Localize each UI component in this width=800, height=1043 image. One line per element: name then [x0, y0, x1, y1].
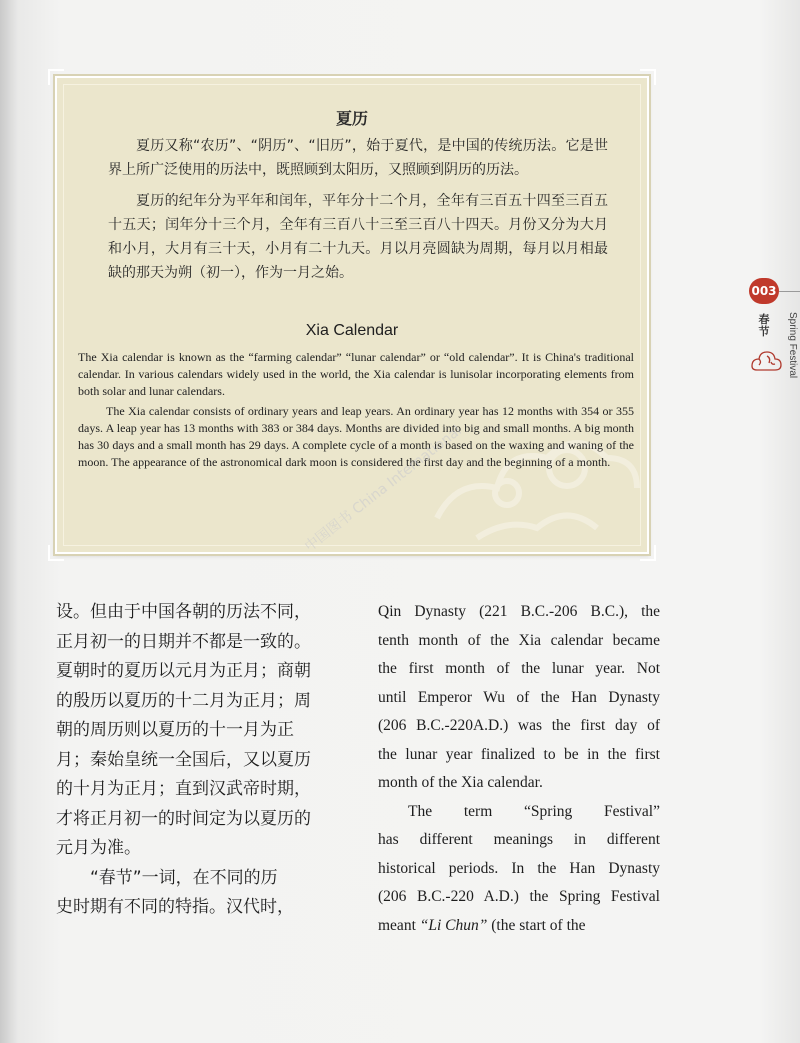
body-column-chinese: [56, 598, 338, 923]
section-side-tab: [743, 278, 800, 388]
text-line: the lunar year finalized to be in the first: [378, 745, 660, 763]
text-line: 朝的周历则以夏历的十一月为正: [56, 720, 294, 740]
chinese-title: 夏历: [335, 109, 368, 128]
text-line: Qin Dynasty (221 B.C.-206 B.C.), the: [378, 603, 660, 620]
text-line: (206 B.C.-220A.D.) was the first day of: [378, 717, 660, 734]
corner-ornament: [640, 69, 656, 85]
text-line: 史时期有不同的特指。汉代时，: [56, 897, 294, 917]
text-fragment: (the start of the: [487, 916, 586, 934]
text-line: 正月初一的日期并不都是一致的。: [56, 631, 311, 652]
section-title-en: Spring Festival: [787, 312, 798, 379]
chinese-paragraph: 夏历的纪年分为平年和闰年，平年分十二个月，全年有三百五十四至三百五十五天；闰年分十三个月，全年有三百八十三至三百八十四天。月份又分为大月和小月，大月有三十天，小月有二十九天。月以月亮圆缺为周期，每月以月相最缺的那天为朔（初一），作为一月之始。: [108, 193, 608, 281]
text-line: 设。但由于中国各朝的历法不同，: [56, 602, 311, 622]
english-paragraph: The Xia calendar consists of ordinary years and leap years. An ordinary year has 12 months with 354 or 355 days. A leap year has 13 months with 383 or 384 days. Months are divided into big and small months. A big month has 30 days and a small month has 29 days. A complete cycle of a month is based on the waxing and waning of the moon. The appearance of the astronomical dark moon is considered the first day and the beginning of a month.: [78, 404, 634, 469]
corner-ornament: [48, 545, 64, 561]
english-paragraph: The Xia calendar is known as the “farming calendar” “lunar calendar” or “old calendar”. It is China's traditional calendar. In various calendars widely used in the world, the Xia calendar is lunisolar incorporating elements from both solar and lunar calendars.: [78, 350, 634, 398]
text-line: tenth month of the Xia calendar became: [378, 631, 660, 649]
text-line: 元月为准。: [56, 838, 141, 858]
xia-calendar-sidebox: [55, 76, 649, 554]
auspicious-cloud-icon: [749, 346, 783, 374]
body-column-english: [378, 598, 660, 940]
text-line: historical periods. In the Han Dynasty: [378, 859, 660, 877]
text-line: month of the Xia calendar.: [378, 774, 543, 791]
text-line: 的十月为正月；直到汉武帝时期，: [56, 779, 311, 799]
text-line: 的殷历以夏历的十二月为正月；周: [56, 690, 311, 711]
text-line: until Emperor Wu of the Han Dynasty: [378, 688, 660, 706]
watermark-en: China International: [349, 422, 465, 518]
italic-term: “Li Chun”: [419, 916, 488, 934]
section-title-cn: 春节: [758, 313, 770, 338]
text-line: (206 B.C.-220 A.D.) the Spring Festival: [378, 888, 660, 905]
text-line: 夏朝时的夏历以元月为正月；商朝: [56, 661, 311, 681]
page-number-badge: 003: [749, 278, 779, 304]
text-line: “春节”一词，在不同的历: [90, 867, 278, 888]
text-line: 月；秦始皇统一全国后，又以夏历: [56, 749, 311, 770]
text-line: [378, 912, 660, 941]
text-line: the first month of the lunar year. Not: [378, 660, 660, 677]
text-line: 才将正月初一的时间定为以夏历的: [56, 808, 311, 829]
chinese-paragraph: 夏历又称“农历”、“阴历”、“旧历”，始于夏代，是中国的传统历法。它是世界上所广泛使用的历法中，既照顾到太阳历，又照顾到阴历的历法。: [108, 138, 608, 178]
corner-ornament: [48, 69, 64, 85]
text-fragment: meant: [378, 916, 420, 934]
english-title: Xia Calendar: [305, 322, 399, 339]
watermark-cn: 中国图书: [301, 507, 356, 555]
side-divider: [779, 291, 800, 292]
text-line: has different meanings in different: [378, 831, 660, 848]
text-line: The term “Spring Festival”: [408, 802, 660, 820]
